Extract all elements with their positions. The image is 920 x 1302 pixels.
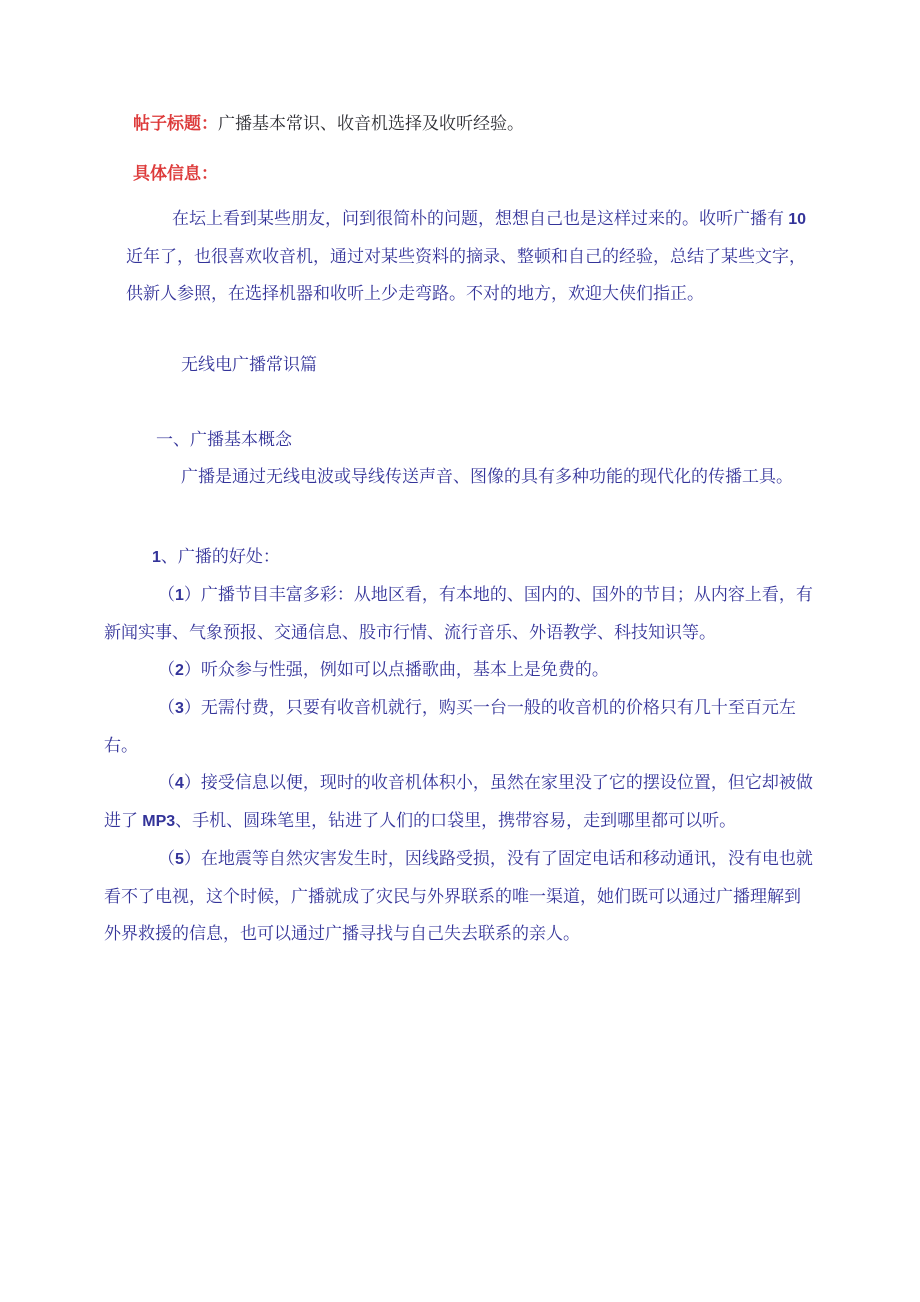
section-title: 无线电广播常识篇 <box>181 355 317 374</box>
benefit-item-3: （3）无需付费，只要有收音机就行，购买一台一般的收音机的价格只有几十至百元左右。 <box>104 698 796 755</box>
concept-definition: 广播是通过无线电波或导线传送声音、图像的具有多种功能的现代化的传播工具。 <box>181 467 793 486</box>
benefit-item-5: （5）在地震等自然灾害发生时，因线路受损，没有了固定电话和移动通讯，没有电也就看不了电视，这个时候，广播就成了灾民与外界联系的唯一渠道，她们既可以通过广播理解到外界救援的信息，也可以通过广播寻找与自己失去联系的亲人。 <box>104 849 813 943</box>
benefit-item-4: （4）接受信息以便，现时的收音机体积小，虽然在家里没了它的摆设位置，但它却被做进了 MP3、手机、圆珠笔里，钻进了人们的口袋里，携带容易，走到哪里都可以听。 <box>104 773 813 830</box>
benefit-item-2: （2）听众参与性强，例如可以点播歌曲，基本上是免费的。 <box>158 660 609 679</box>
heading-concept: 一、广播基本概念 <box>156 430 292 449</box>
post-title-text: 广播基本常识、收音机选择及收听经验。 <box>218 114 524 133</box>
post-title-label: 帖子标题： <box>133 114 218 133</box>
heading-benefits: 1、广播的好处： <box>152 547 280 566</box>
benefit-item-1: （1）广播节目丰富多彩：从地区看，有本地的、国内的、国外的节目；从内容上看，有新闻实事、气象预报、交通信息、股市行情、流行音乐、外语教学、科技知识等。 <box>104 585 813 642</box>
post-title-line <box>133 110 814 138</box>
intro-paragraph: 在坛上看到某些朋友，问到很简朴的问题，想想自己也是这样过来的。收听广播有 10 近年了，也很喜欢收音机，通过对某些资料的摘录、整顿和自己的经验，总结了某些文字，供新人参照，在选择机器和收听上少走弯路。不对的地方，欢迎大侠们指正。 <box>126 209 807 303</box>
detail-info-line <box>133 160 814 188</box>
detail-info-label: 具体信息： <box>133 164 218 183</box>
